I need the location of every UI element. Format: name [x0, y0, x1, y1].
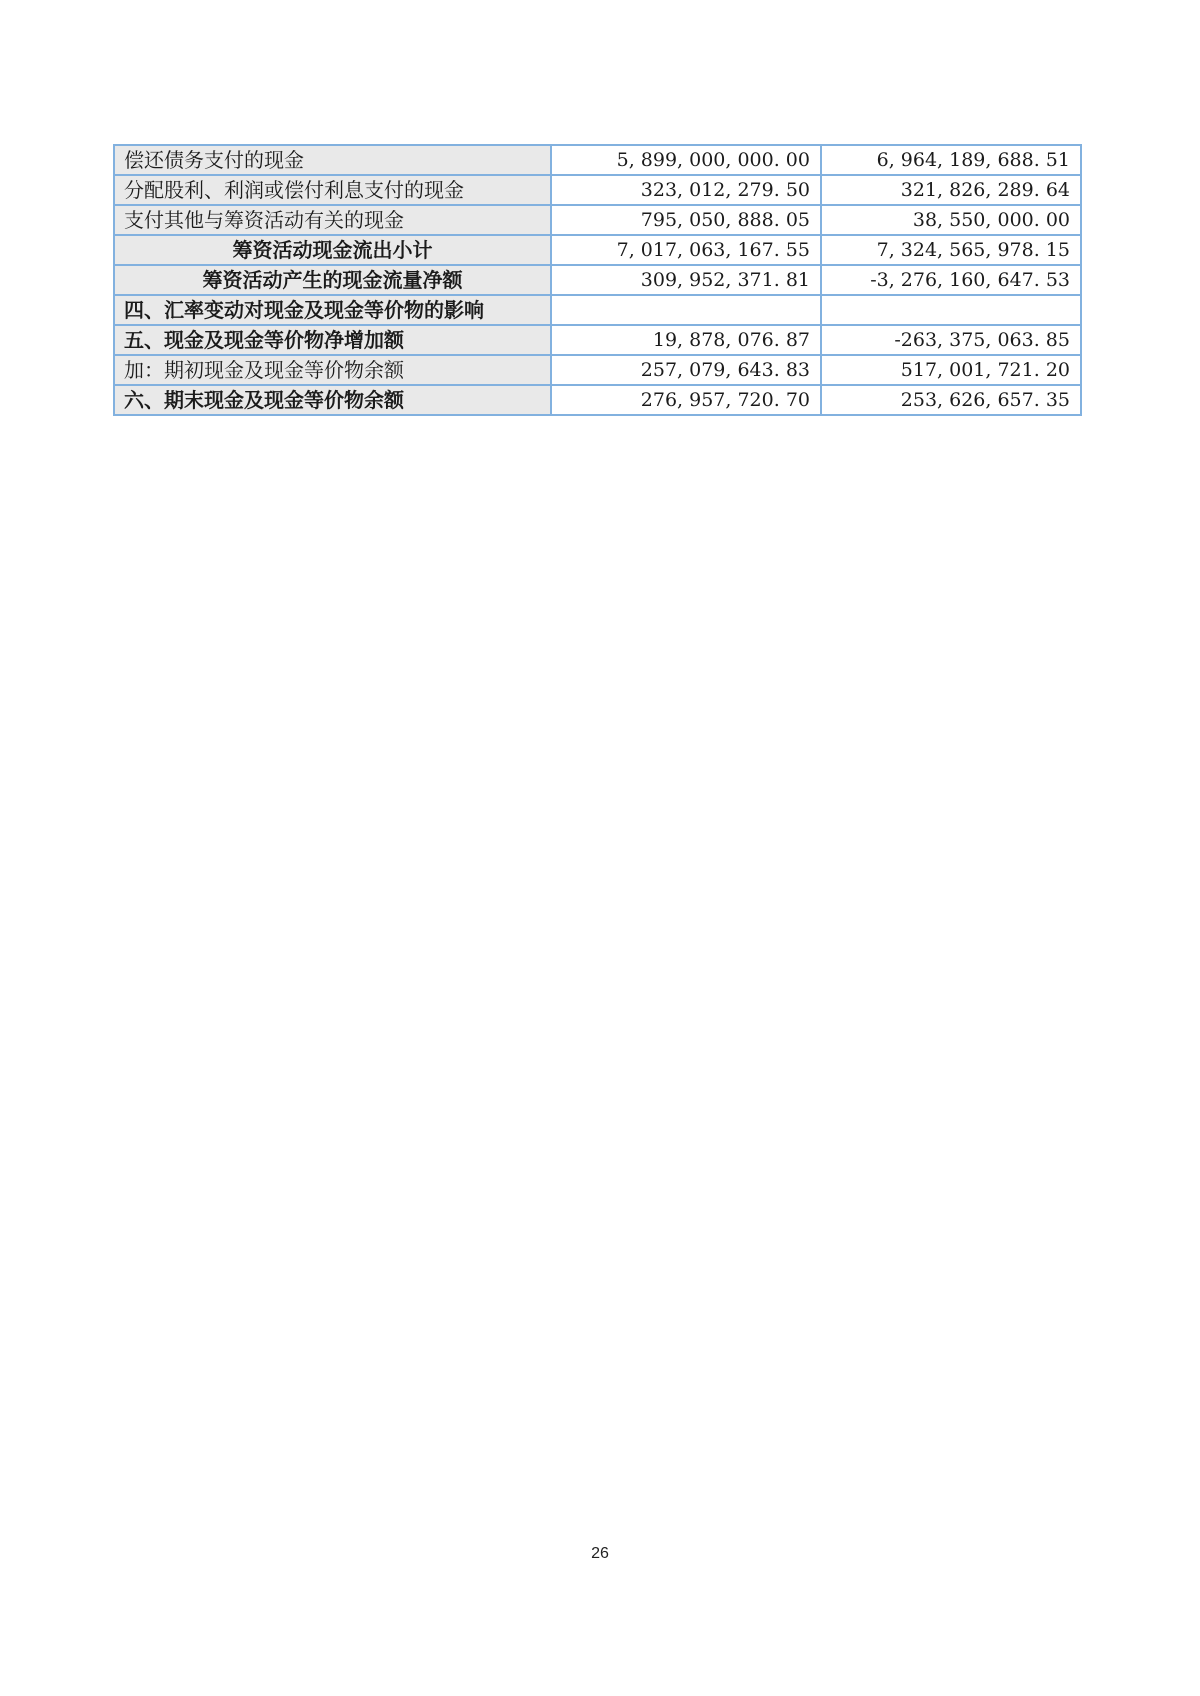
prior-period-value: -3, 276, 160, 647. 53: [821, 265, 1081, 295]
table-row-section: [114, 385, 1081, 415]
table-row-section: [114, 325, 1081, 355]
row-label: 筹资活动产生的现金流量净额: [114, 265, 551, 295]
table-row-subtotal: [114, 265, 1081, 295]
current-period-value: 795, 050, 888. 05: [551, 205, 821, 235]
prior-period-value: 38, 550, 000. 00: [821, 205, 1081, 235]
current-period-value: 7, 017, 063, 167. 55: [551, 235, 821, 265]
prior-period-value: 517, 001, 721. 20: [821, 355, 1081, 385]
table-row: [114, 205, 1081, 235]
row-label: 五、现金及现金等价物净增加额: [114, 325, 551, 355]
current-period-value: 5, 899, 000, 000. 00: [551, 145, 821, 175]
current-period-value: 309, 952, 371. 81: [551, 265, 821, 295]
current-period-value: 323, 012, 279. 50: [551, 175, 821, 205]
row-label: 偿还债务支付的现金: [114, 145, 551, 175]
row-label: 分配股利、利润或偿付利息支付的现金: [114, 175, 551, 205]
prior-period-value: 6, 964, 189, 688. 51: [821, 145, 1081, 175]
table-row-subtotal: [114, 235, 1081, 265]
current-period-value: 276, 957, 720. 70: [551, 385, 821, 415]
prior-period-value: 321, 826, 289. 64: [821, 175, 1081, 205]
row-label: 支付其他与筹资活动有关的现金: [114, 205, 551, 235]
prior-period-value: [821, 295, 1081, 325]
table-row: [114, 145, 1081, 175]
current-period-value: 19, 878, 076. 87: [551, 325, 821, 355]
page-number: 26: [591, 1545, 609, 1562]
row-label: 加：期初现金及现金等价物余额: [114, 355, 551, 385]
current-period-value: 257, 079, 643. 83: [551, 355, 821, 385]
row-label: 筹资活动现金流出小计: [114, 235, 551, 265]
prior-period-value: 7, 324, 565, 978. 15: [821, 235, 1081, 265]
current-period-value: [551, 295, 821, 325]
prior-period-value: 253, 626, 657. 35: [821, 385, 1081, 415]
table-row: [114, 355, 1081, 385]
row-label: 四、汇率变动对现金及现金等价物的影响: [114, 295, 551, 325]
cash-flow-table: [113, 144, 1082, 416]
table-row: [114, 175, 1081, 205]
prior-period-value: -263, 375, 063. 85: [821, 325, 1081, 355]
table-row-section: [114, 295, 1081, 325]
row-label: 六、期末现金及现金等价物余额: [114, 385, 551, 415]
